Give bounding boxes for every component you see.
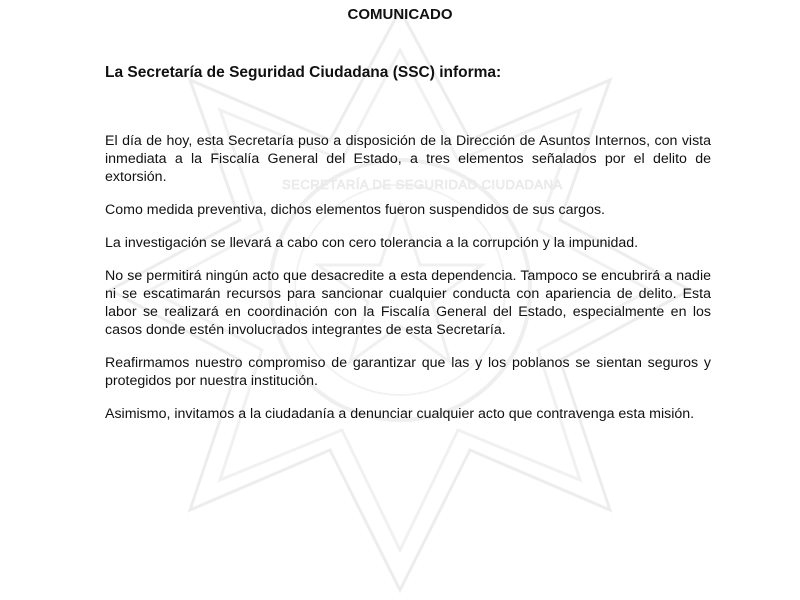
paragraph-4: No se permitirá ningún acto que desacredite a esta dependencia. Tampoco se encubrirá a nadie ni se escatimarán recursos para sancionar cualquier conducta con apariencia de delito. Esta labor se realizará en coordinación con la Fiscalía General del Estado, especialmente en los casos donde estén involucrados integrantes de esta Secretaría. (105, 268, 711, 338)
paragraph-6: Asimismo, invitamos a la ciudadanía a denunciar cualquier acto que contravenga esta misión. (105, 406, 695, 422)
paragraph-5: Reafirmamos nuestro compromiso de garantizar que las y los poblanos se sientan seguros y protegidos por nuestra institución. (105, 355, 711, 389)
paragraph-3: La investigación se llevará a cabo con cero tolerancia a la corrupción y la impunidad. (105, 235, 639, 251)
document-body (105, 132, 711, 438)
document-title: COMUNICADO (347, 6, 453, 23)
paragraph-1: El día de hoy, esta Secretaría puso a disposición de la Dirección de Asuntos Internos, con vista inmediata a la Fiscalía General del Estado, a tres elementos señalados por el delito de extorsión. (105, 133, 711, 185)
watermark-caption: SECRETARÍA DE SEGURIDAD CIUDADANA (282, 177, 563, 192)
document-heading: La Secretaría de Seguridad Ciudadana (SSC) informa: (105, 64, 502, 81)
paragraph-2: Como medida preventiva, dichos elementos fueron suspendidos de sus cargos. (105, 202, 605, 218)
